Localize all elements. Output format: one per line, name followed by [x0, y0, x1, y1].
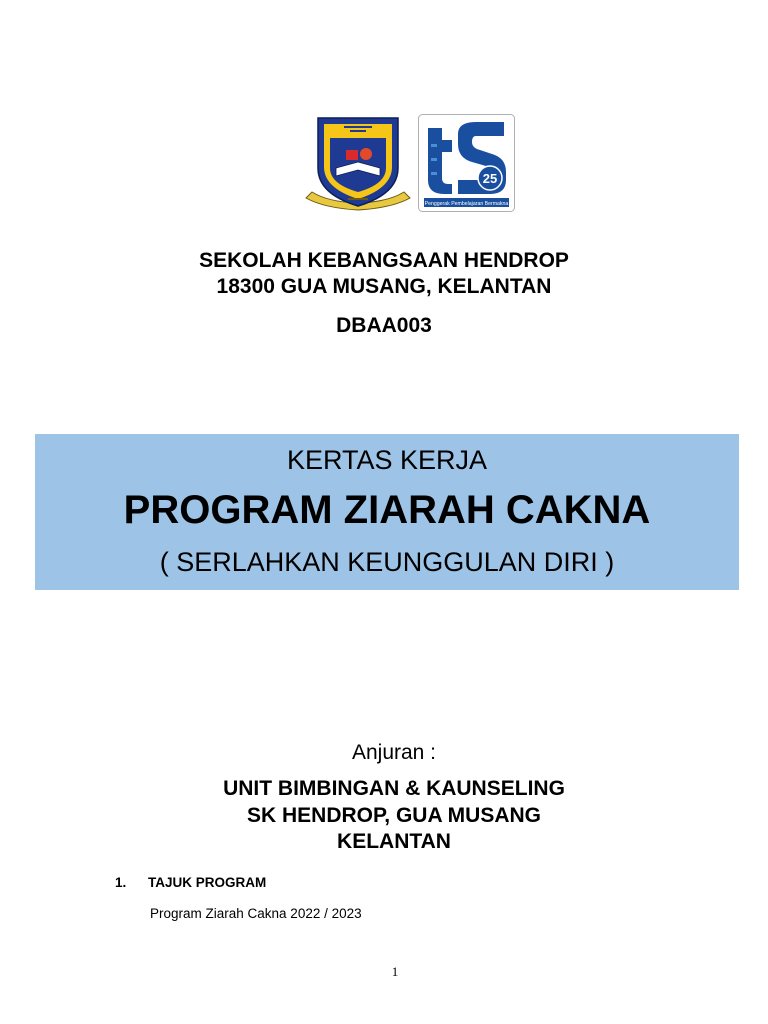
section-title: TAJUK PROGRAM [148, 875, 267, 890]
section-heading [115, 875, 266, 891]
program-tagline: ( SERLAHKAN KEUNGGULAN DIRI ) [159, 547, 615, 577]
school-name: SEKOLAH KEBANGSAAN HENDROP [199, 249, 569, 272]
school-heading [0, 248, 768, 300]
school-code: DBAA003 [336, 314, 432, 337]
section-body: Program Ziarah Cakna 2022 / 2023 [150, 906, 362, 921]
title-banner [35, 434, 739, 590]
school-address: 18300 GUA MUSANG, KELANTAN [216, 275, 552, 298]
organiser-school: SK HENDROP, GUA MUSANG [246, 803, 542, 827]
organiser-unit: UNIT BIMBINGAN & KAUNSELING [223, 777, 565, 800]
organiser-state: KELANTAN [337, 830, 451, 853]
logo-row [0, 112, 768, 214]
organiser-block [0, 776, 768, 856]
ts25-tagline: Penggerak Pembelajaran Bermakna [424, 201, 509, 207]
school-crest-icon [304, 112, 412, 212]
section-number: 1. [115, 875, 127, 890]
program-title: PROGRAM ZIARAH CAKNA [123, 488, 651, 532]
banner-subtitle: KERTAS KERJA [286, 445, 488, 475]
page-number: 1 [391, 964, 399, 979]
ts25-mark: 25 [482, 171, 498, 186]
organiser-label: Anjuran : [351, 741, 437, 764]
ts25-program-logo-icon [418, 114, 515, 212]
